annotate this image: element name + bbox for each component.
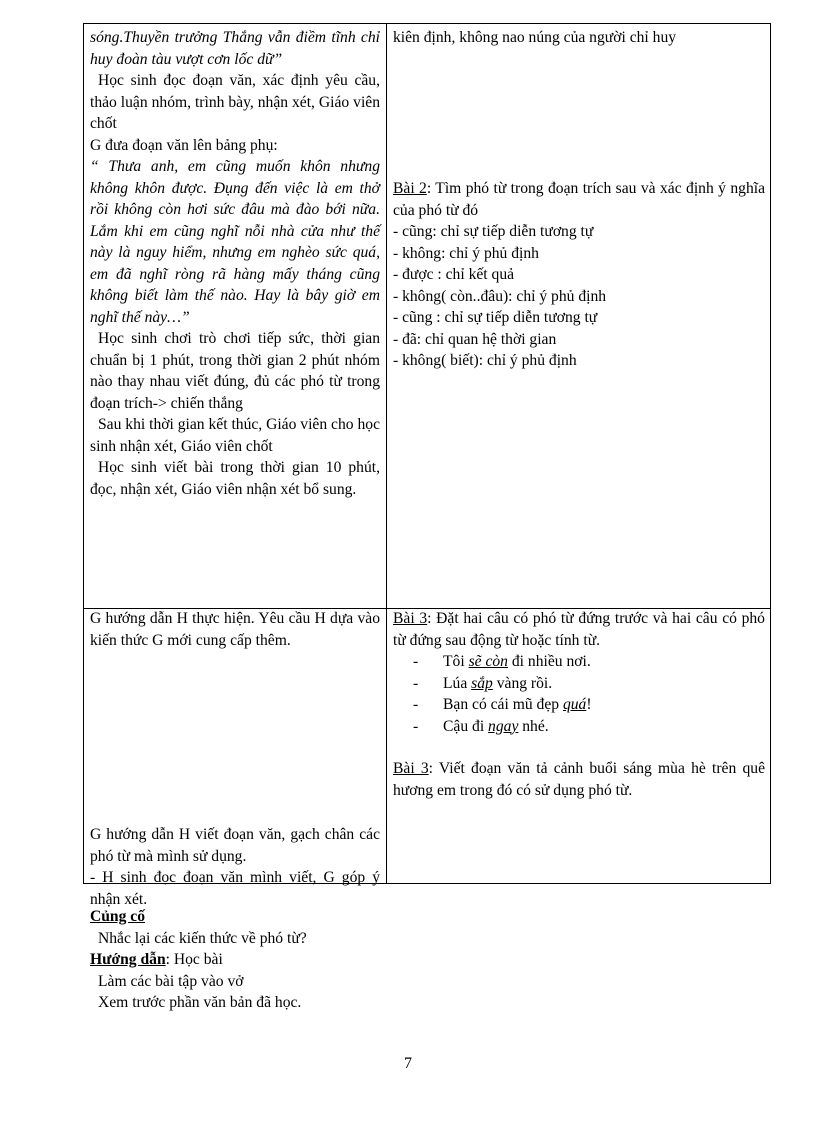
answer-item: - không: chỉ ý phủ định	[393, 244, 539, 262]
row1-left-cell	[90, 27, 380, 500]
exercise-2-prompt: : Tìm phó từ trong đoạn trích sau và xác định ý nghĩa của phó từ đó	[393, 180, 765, 219]
lesson-footer	[90, 906, 307, 1014]
consolidation-text: Nhắc lại các kiến thức về phó từ?	[98, 929, 307, 947]
exercise-3	[393, 608, 765, 737]
exercise-3b-label: Bài 3	[393, 760, 429, 777]
column-divider	[386, 24, 387, 883]
answer-item: - không( còn..đâu): chỉ ý phủ định	[393, 287, 607, 305]
answer-item: - đã: chỉ quan hệ thời gian	[393, 330, 557, 348]
adverb: sắp	[471, 674, 493, 692]
answer-item: - cũng : chỉ sự tiếp diễn tương tự	[393, 309, 598, 326]
example-sentence: - Cậu đi ngay nhé.	[413, 717, 549, 735]
row1-right-cell	[393, 27, 765, 49]
adverb: ngay	[488, 717, 519, 735]
page-number: 7	[404, 1055, 412, 1072]
example-sentence: - Bạn có cái mũ đẹp quá!	[413, 696, 592, 713]
consolidation-heading: Củng cố	[90, 908, 146, 925]
homework-line: Xem trước phần văn bản đã học.	[98, 994, 302, 1011]
answer-item: - được : chỉ kết quả	[393, 266, 515, 283]
exercise-2	[393, 178, 765, 372]
board-instruction: G đưa đoạn văn lên bảng phụ:	[90, 136, 278, 154]
lesson-table	[83, 23, 771, 908]
row2-left-cell-bottom	[90, 824, 380, 910]
example-sentence: - Lúa sắp vàng rồi.	[413, 674, 553, 692]
exercise-3b	[393, 758, 765, 801]
guidance-text: G hướng dẫn H thực hiện. Yêu cầu H dựa vào kiến thức G mới cung cấp thêm.	[90, 610, 380, 649]
writing-guidance: G hướng dẫn H viết đoạn văn, gạch chân các phó từ mà mình sử dụng.	[90, 826, 380, 865]
example-sentence: - Tôi sẽ còn đi nhiều nơi.	[413, 653, 591, 670]
adverb: sẽ còn	[468, 653, 508, 670]
exercise-3-label: Bài 3	[393, 610, 428, 627]
guidance-heading-rest: : Học bài	[165, 951, 223, 968]
exercise-3-prompt: : Đặt hai câu có phó từ đứng trước và hai câu có phó từ đứng sau động từ hoặc tính từ.	[393, 610, 765, 649]
guidance-heading: Hướng dẫn	[90, 951, 166, 968]
adverb: quá	[562, 696, 587, 713]
exercise-3b-prompt: : Viết đoạn văn tả cảnh buổi sáng mùa hè trên quê hương em trong đó có sử dụng phó từ.	[393, 760, 765, 799]
exercise-2-label: Bài 2	[393, 180, 427, 197]
answer-item: - cũng: chỉ sự tiếp diễn tương tự	[393, 223, 594, 240]
teacher-conclusion: Sau khi thời gian kết thúc, Giáo viên cho học sinh nhận xét, Giáo viên chốt	[90, 416, 380, 455]
right-top-text: kiên định, không nao núng của người chỉ huy	[393, 29, 677, 46]
homework-line: Làm các bài tập vào vở	[98, 972, 244, 990]
row2-left-cell	[90, 608, 380, 651]
relay-game-instruction: Học sinh chơi trò chơi tiếp sức, thời gian chuẩn bị 1 phút, trong thời gian 2 phút nhóm nào thay nhau viết đúng, đủ các phó từ trong đoạn trích-> chiến thắng	[90, 330, 380, 412]
reading-guidance: - H sinh đọc đoạn văn mình viết, G góp ý nhận xét.	[90, 869, 380, 908]
writing-instruction: Học sinh viết bài trong thời gian 10 phút, đọc, nhận xét, Giáo viên nhận xét bổ sung.	[90, 459, 380, 498]
quoted-passage: “ Thưa anh, em cũng muốn khôn nhưng không khôn được. Đụng đến việc là em thở rồi không còn hơi sức đâu mà đào bới nữa. Lắm khi em cũng nghĩ nỗi nhà cửa như thế này là nguy hiểm, nhưng em nghèo sức quá, em đã nghĩ ròng rã hàng mấy tháng cũng không biết làm thế nào. Hay là bây giờ em nghĩ thế này…”	[90, 158, 380, 326]
answer-item: - không( biết): chỉ ý phủ định	[393, 352, 577, 369]
activity-instruction: Học sinh đọc đoạn văn, xác định yêu cầu, thảo luận nhóm, trình bày, nhận xét, Giáo viên chốt	[90, 72, 380, 132]
story-excerpt-end: sóng.Thuyền trưởng Thắng vẫn điềm tĩnh chỉ huy đoàn tàu vượt cơn lốc dữ”	[90, 29, 380, 68]
